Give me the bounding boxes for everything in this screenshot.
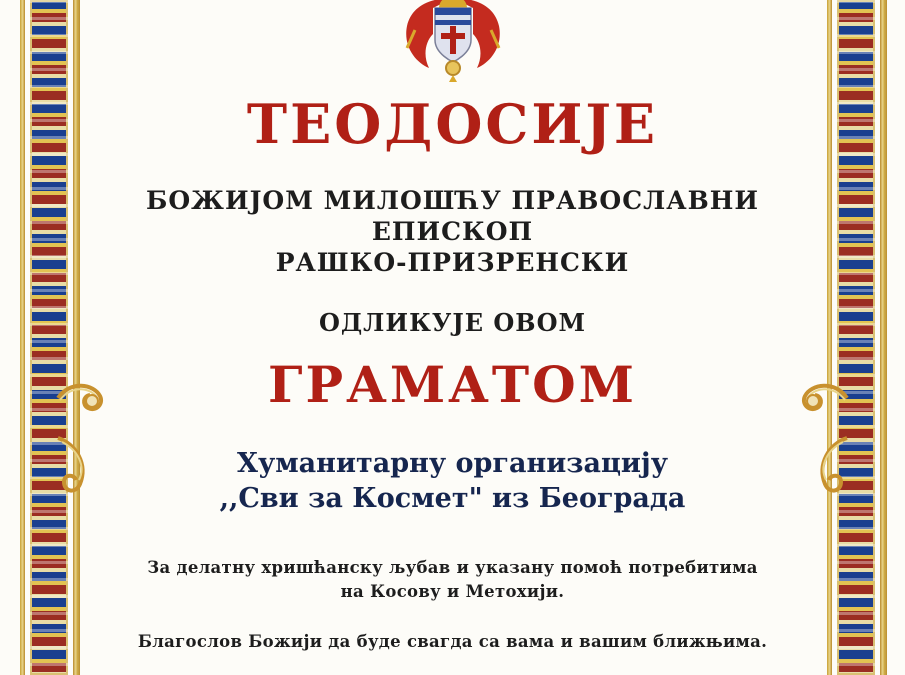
bishop-name: ТЕОДОСИЈЕ — [246, 92, 659, 156]
bishop-title-line-1: БОЖИЈОМ МИЛОШЋУ ПРАВОСЛАВНИ ЕПИСКОП — [146, 185, 759, 246]
award-name: ГРАМАТОМ — [267, 355, 638, 415]
blessing-line: Благослов Божији да буде свагда са вама и вашим ближњима. — [137, 631, 768, 651]
awards-with-label: ОДЛИКУЈЕ ОВОМ — [318, 308, 587, 338]
recipient-line-1: Хуманитарну организацију — [237, 447, 668, 479]
certificate-text-block — [95, 86, 810, 654]
bishop-title-line-2: РАШКО-ПРИЗРЕНСКИ — [275, 248, 630, 278]
blessing-text — [95, 630, 810, 654]
border-braided-ribbon — [30, 0, 68, 675]
award-reason — [95, 556, 810, 604]
left-decorative-border — [18, 0, 80, 675]
border-braided-ribbon — [837, 0, 875, 675]
border-gold-outer-line — [20, 0, 25, 675]
award-reason-line-2: на Косову и Метохији. — [340, 582, 565, 602]
right-decorative-border — [825, 0, 887, 675]
recipient-block — [95, 446, 810, 516]
orthodox-bishop-coat-of-arms-icon — [393, 0, 513, 82]
border-gold-edge-line — [73, 0, 78, 675]
border-gold-outer-line — [827, 0, 832, 675]
border-gold-edge-line — [880, 0, 885, 675]
recipient-line-2: ,,Сви за Космет" из Београда — [219, 483, 686, 515]
award-reason-line-1: За делатну хришћанску љубав и указану помоћ потребитима — [147, 558, 758, 578]
bishop-title — [95, 185, 810, 279]
